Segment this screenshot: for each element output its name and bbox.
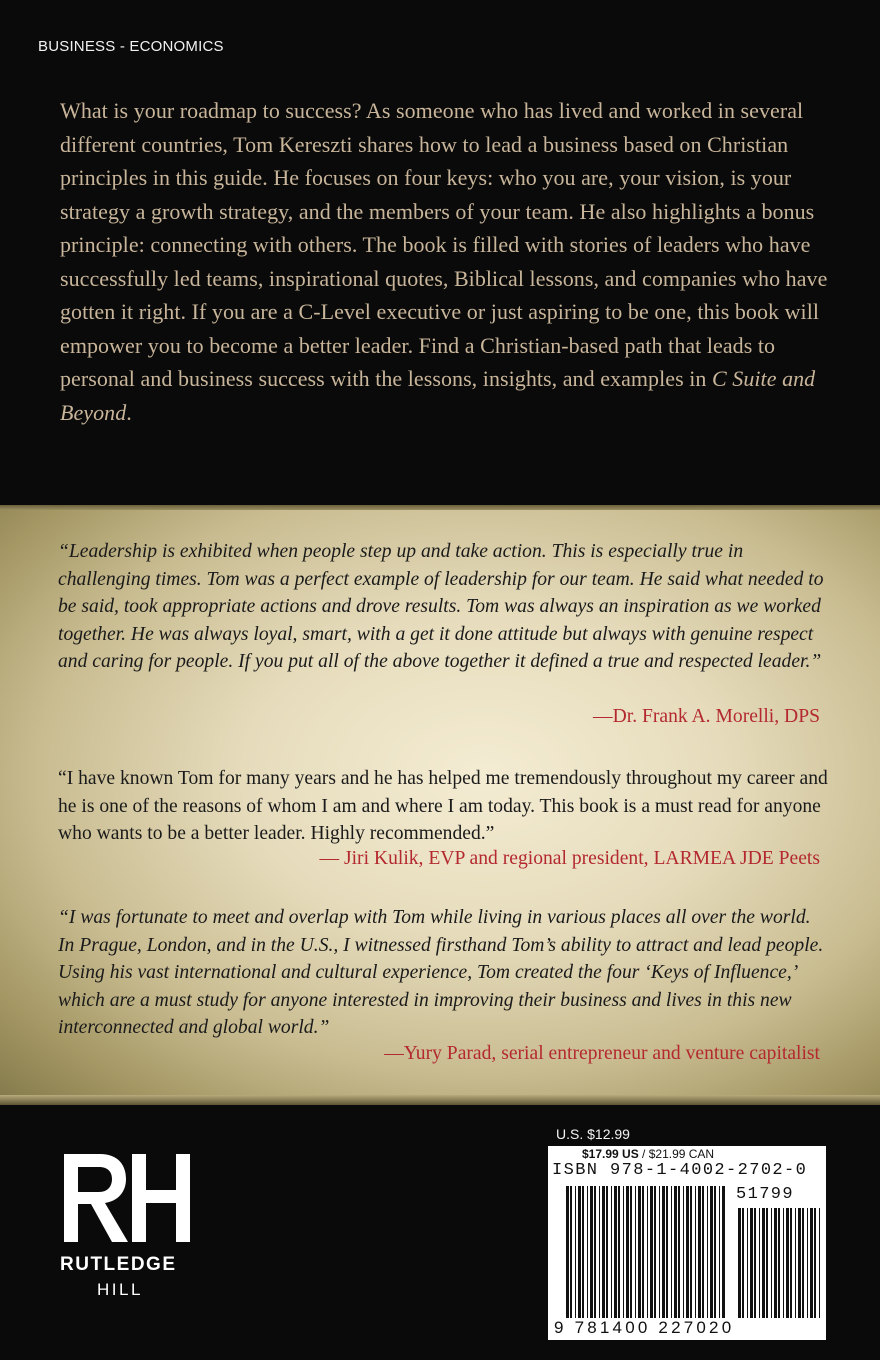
price-can: / $21.99 CAN (638, 1147, 715, 1161)
price-label: U.S. $12.99 (556, 1126, 630, 1142)
barcode-bars (548, 1146, 826, 1340)
book-title-italic: C Suite and Beyond (60, 366, 816, 425)
band-bottom-edge (0, 1095, 880, 1105)
endorsement-quote-2: “I have known Tom for many years and he has helped me tremendously throughout my career and he is one of the reasons of whom I am and where I am today. This book is a must read for anyone who wants to be a better leader. Highly recommended.” (58, 768, 828, 844)
price-us: $17.99 US (582, 1147, 639, 1161)
endorsement-attribution-3: —Yury Parad, serial entrepreneur and venture capitalist (384, 1043, 820, 1064)
description-body: What is your roadmap to success? As someone who has lived and worked in several different countries, Tom Kereszti shares how to lead a business based on Christian principles in this guide. He focuses on four keys: who you are, your vision, is your strategy a growth strategy, and the members of your team. He also highlights a bonus principle: connecting with others. The book is filled with stories of leaders who have successfully led teams, inspirational quotes, Biblical lessons, and companies who have gotten it right. If you are a C-Level executive or just aspiring to be one, this book will empower you to become a better leader. Find a Christian-based path that leads to personal and business success with the lessons, insights, and examples in (60, 98, 828, 391)
publisher-logo (60, 1152, 200, 1300)
rh-monogram-icon (60, 1152, 194, 1244)
barcode-box (548, 1146, 826, 1340)
category-label: BUSINESS - ECONOMICS (38, 38, 224, 55)
endorsement-quote-1: “Leadership is exhibited when people step up and take action. This is especially true in challenging times. Tom was a perfect example of leadership for our team. He said what needed to be said, took appropriate actions and drove results. Tom was always an inspiration as we worked together. He was always loyal, smart, with a get it done attitude but always with genuine respect and caring for people. If you put all of the above together it defined a true and respected leader.” (58, 541, 824, 672)
isbn-text: ISBN 978-1-4002-2702-0 (552, 1161, 808, 1180)
book-description (60, 94, 830, 429)
endorsement-attribution-2: — Jiri Kulik, EVP and regional president, LARMEA JDE Peets (319, 848, 820, 869)
ean-digits: 9 781400 227020 (554, 1318, 735, 1337)
publisher-subname: HILL (97, 1280, 143, 1299)
endorsement-attribution-1: —Dr. Frank A. Morelli, DPS (593, 706, 820, 727)
description-end: . (126, 399, 132, 425)
addon-code: 51799 (736, 1185, 795, 1204)
endorsement-quote-3: “I was fortunate to meet and overlap with Tom while living in various places all over the world. In Prague, London, and in the U.S., I witnessed firsthand Tom’s ability to attract and lead people. Using his vast international and cultural experience, Tom created the four ‘Keys of Influence,’ which are a must study for anyone interested in improving their business and lives in this new interconnected and global world.” (58, 907, 824, 1038)
publisher-name: RUTLEDGE (60, 1254, 177, 1275)
